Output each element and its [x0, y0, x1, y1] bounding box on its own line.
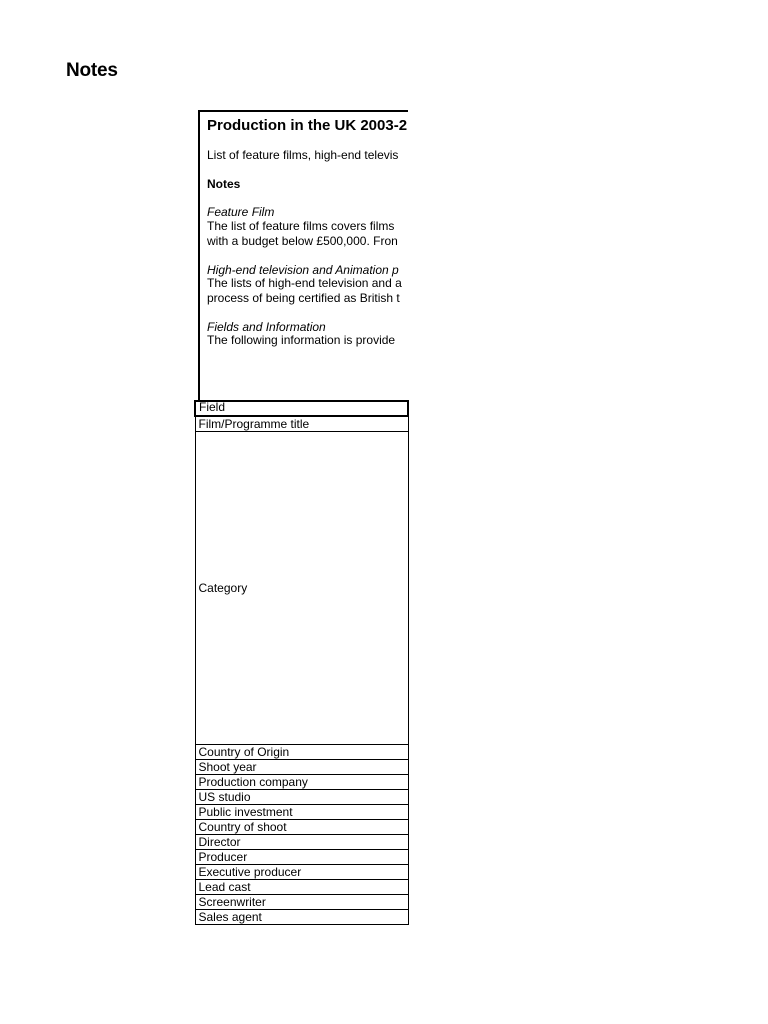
field-cell: Sales agent [195, 910, 408, 925]
table-header-row [195, 401, 408, 416]
table-row [195, 835, 408, 850]
field-cell: Executive producer [195, 865, 408, 880]
field-cell: Producer [195, 850, 408, 865]
field-cell: Screenwriter [195, 895, 408, 910]
notes-subtitle: List of feature films, high-end televis [207, 148, 399, 162]
feature-film-text-line1: The list of feature films covers films [207, 219, 395, 233]
field-cell: Country of Origin [195, 745, 408, 760]
fields-table [194, 400, 409, 925]
table-row [195, 745, 408, 760]
field-cell: Public investment [195, 805, 408, 820]
field-cell: Film/Programme title [195, 416, 408, 432]
table-row [195, 895, 408, 910]
notes-box [198, 110, 408, 402]
hetv-heading: High-end television and Animation p [207, 263, 399, 277]
fields-info-heading: Fields and Information [207, 320, 326, 334]
table-row [195, 775, 408, 790]
table-row [195, 416, 408, 432]
table-row [195, 432, 408, 745]
field-cell: Lead cast [195, 880, 408, 895]
field-cell: Country of shoot [195, 820, 408, 835]
table-row [195, 910, 408, 925]
feature-film-heading: Feature Film [207, 205, 275, 219]
hetv-text-line1: The lists of high-end television and a [207, 276, 402, 290]
notes-label: Notes [207, 177, 241, 191]
table-row [195, 760, 408, 775]
table-header-field: Field [195, 401, 408, 416]
hetv-text-line2: process of being certified as British t [207, 291, 400, 305]
field-cell: Shoot year [195, 760, 408, 775]
table-row [195, 880, 408, 895]
field-cell: US studio [195, 790, 408, 805]
table-row [195, 850, 408, 865]
field-cell: Director [195, 835, 408, 850]
page-heading: Notes [66, 60, 118, 81]
table-row [195, 805, 408, 820]
table-row [195, 820, 408, 835]
field-cell: Category [195, 432, 408, 745]
notes-title: Production in the UK 2003-2 [207, 117, 408, 134]
fields-info-text-line1: The following information is provide [207, 333, 396, 347]
field-cell: Production company [195, 775, 408, 790]
feature-film-text-line2: with a budget below £500,000. Fron [207, 234, 398, 248]
table-row [195, 865, 408, 880]
table-row [195, 790, 408, 805]
